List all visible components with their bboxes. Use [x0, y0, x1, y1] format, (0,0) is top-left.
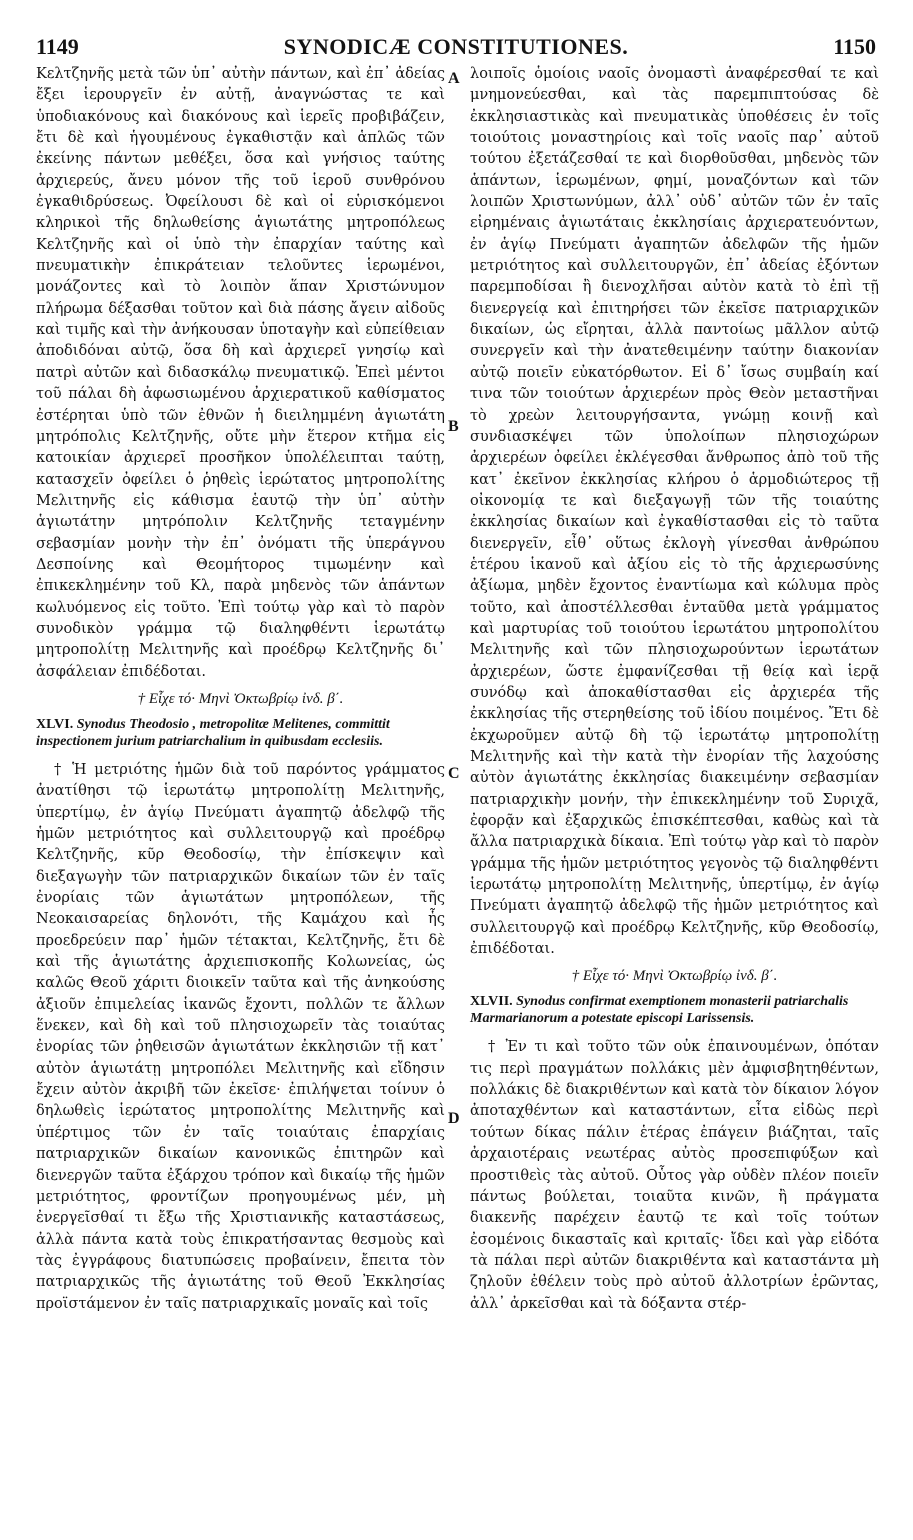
- right-column: [470, 64, 879, 1315]
- section-number: XLVII.: [470, 994, 513, 1010]
- section-number: XLVI.: [36, 716, 74, 732]
- running-title: SYNODICÆ CONSTITUTIONES.: [283, 34, 629, 59]
- margin-letter-c: C: [448, 765, 460, 782]
- right-text-block-2: † Ἐν τι καὶ τοῦτο τῶν οὐκ ἐπαινουμένων, ὁπόταν τις περὶ πραγμάτων πολλάκις μὲν ἀμφισβητηθέντων, πολλάκις δὲ διακριθέντων καὶ κατὰ τὸν δίκαιον λόγον ἀποταχθέντων καὶ καταστάντων, εἶτα εἰδὼς περὶ τούτων δίκας πάλιν ἑτέρας ἐπάγειν βιάζηται, ταῖς ἀρχαιοτέραις νεωτέρας αὐτὸς προσεπιφύξων καὶ προστιθεὶς τὰς αὐτοῦ. Οὗτος γὰρ οὐδὲν πλέον ποιεῖν πάντως βούλεται, τοιαῦτα κινῶν, ἢ πράγματα διακενῆς παρέχειν ἑαυτῷ τε καὶ τοῖς τούτων ἐσομένοις δικασταῖς καὶ κριταῖς· ἴδει καὶ γὰρ εἰδότα τὰ πάλαι περὶ αὐτῶν διακριθέντα καὶ καταστάντα μὴ ζηλοῦν ἐθέλειν τοὺς πρὸ αὐτοῦ ἀλλοτρίων ἐρῶντας, ἀλλ᾽ ἀρκεῖσθαι καὶ τὰ δόξαντα στέρ-: [470, 1039, 879, 1312]
- left-signature-line: † Εἶχε τό· Μηνὶ Ὀκτωβρίῳ ἰνδ. β΄.: [137, 690, 344, 707]
- margin-letter-a: A: [448, 70, 460, 87]
- section-heading-xlvii: [470, 993, 879, 1027]
- page-number-left: 1149: [36, 34, 79, 59]
- section-summary: Synodus confirmat exemptionem monasterii patriarchalis Marmarianorum a potestate episcopi Larissensis.: [470, 994, 849, 1027]
- margin-letter-d: D: [448, 1110, 460, 1127]
- page-header: [36, 34, 876, 64]
- left-text-block-2: † Ἡ μετριότης ἡμῶν διὰ τοῦ παρόντος γράμματος ἀνατίθησι τῷ ἱερωτάτῳ μητροπολίτῃ Μελιτηνῆς, ὑπερτίμῳ, ἐν ἁγίῳ Πνεύματι ἀγαπητῷ ἀδελφῷ τῆς ἡμῶν μετριότητος καὶ συλλειτουργῷ καὶ προέδρῳ Κελτζηνῆς, κῦρ Θεοδοσίῳ, τὴν ἐπίσκεψιν καὶ διεξαγωγὴν τῶν πατριαρχικῶν δικαίων τῶν ἐν ταῖς ἐνορίαις τῶν ἁγιωτάτων μητροπόλεων, τῆς Νεοκαισαρείας δηλονότι, τῆς Καμάχου καὶ ἧς προεδρεύειν παρ᾽ ἡμῶν τέτακται, Κελτζηνῆς, ἔτι δὲ καὶ τῆς ἁγιωτάτης ἀρχιεπισκοπῆς Κολωνείας, ὡς καλῶς Θεοῦ χάριτι διοικεῖν ταῦτα καὶ τῆς ἀνηκούσης ἀξιοῦν ἐπιμελείας ἱκανῶς ἔχοντι, πολλῶν τε ἄλλων ἕνεκεν, καὶ δὴ καὶ τοῦ πλησιοχωρεῖν τὰς τοιαύτας ἐνορίας τῶν ῥηθεισῶν ἁγιωτάτων ἐκκλησιῶν τῇ κατ᾽ αὐτὸν ἁγιωτάτῃ μητροπόλει Μελιτηνῆς καὶ εἴδησιν ἔχειν αὐτὸν ἀκριβῆ τῶν ἐκεῖσε· ἐπιλήψεται τοίνυν ὁ δηλωθεὶς ἱερώτατος μητροπολίτης Μελιτηνῆς καὶ ὑπέρτιμος τῶν ἐν ταῖς τοιαύταις ἐπαρχίαις πατριαρχικῶν δικαίων κανονικῶς ἐπιτηρῶν καὶ διενεργῶν ταῦτα ἐξάρχου τρόπον καὶ δικαίῳ τῆς ἡμῶν μετριότητος, φροντίζων προηγουμένως μέν, μὴ ἐνεργεῖσθαί τι ἔξω τῆς Χριστιανικῆς καταστάσεως, ἀλλὰ πάντα κατὰ τοὺς ἐπικρατήσαντας θεσμοὺς καὶ τὰς ἐγγράφους διατυπώσεις προβαίνειν, ἔπειτα τὸν πατριαρχικῶς τῆς ἁγιωτάτης τοῦ Θεοῦ Ἐκκλησίας προϊστάμενον ἐν ταῖς πατριαρχικαῖς μοναῖς καὶ τοῖς: [36, 761, 445, 1312]
- right-text-block-1: λοιποῖς ὁμοίοις ναοῖς ὀνομαστὶ ἀναφέρεσθαί τε καὶ μνημονεύεσθαι, καὶ τὰς παρεμπιπτούσας δὲ ἐκκλησιαστικὰς καὶ πνευματικὰς ὑποθέσεις ἐν τοῖς τοιούτοις μοναστηρίοις καὶ τοῖς ναοῖς παρ᾽ αὐτοῦ τούτου ἐξετάζεσθαί τε καὶ διορθοῦσθαι, μηδενὸς τῶν ἁπάντων, ἱερωμένων, φημί, μοναζόντων καὶ τῶν λοιπῶν Χριστωνύμων, ἀλλ᾽ οὐδ᾽ αὐτῶν τῶν ἐν ταῖς εἰρημέναις ἁγιωτάταις ἐκκλησίαις ἀρχιερατευόντων, ἐν ἁγίῳ Πνεύματι ἀγαπητῶν ἀδελφῶν τῆς ἡμῶν μετριότητος καὶ συλλειτουργῶν, ἐπ᾽ ἀδείας ἐξόντων παρεμποδίσαι ἢ διενοχλῆσαι αὐτὸν κατὰ τὸ ἐπὶ τῇ διενεργείᾳ καὶ ἐπιτηρήσει τῶν ἐκεῖσε πατριαρχικῶν δικαίων, ὡς εἴρηται, ἀλλὰ παντοίως μᾶλλον αὐτῷ συνεργεῖν καὶ τὴν ἀνατεθειμένην ταύτην διακονίαν αὐτῷ ποιεῖν εὐκατόρθωτον. Εἰ δ᾽ ἴσως συμβαίη καί τινα τῶν τοιούτων ἀρχιερέων πρὸς Θεὸν μεταστῆναι τὸ χρεὼν λειτουργήσαντα, γνώμῃ κοινῇ καὶ συνδιασκέψει τῶν ὑπολοίπων πλησιοχώρων ἀρχιερέων ὀφείλει ἐκλέγεσθαι ἄνθρωπος ἀπὸ τοῦ τῆς κατ᾽ ἐκεῖνον ἐκκλησίας κλήρου ὁ ἁρμοδιώτερος τῇ οἰκονομίᾳ τε καὶ διεξαγωγῇ τῶν τῆς τοιαύτης ἐκκλησίας δικαίων καὶ ἐγκαθίστασθαι εἰς τὸ ταῦτα διενεργεῖν, εἶθ᾽ οὕτως ἐκλογὴ γίνεσθαι ἀνθρώπου ἑτέρου ἱκανοῦ καὶ ἀξίου εἰς τὸ τῆς ἀρχιερωσύνης ἀξίωμα, μηδὲν ἔχοντος ἐναντίωμα καὶ κώλυμα πρὸς τοῦτο, καὶ ἀποστέλλεσθαι ἐνταῦθα μετὰ γράμματος καὶ μαρτυρίας τοῦ τοιούτου ἱερωτάτου μητροπολίτου Μελιτηνῆς καὶ τῶν πλησιοχωρούντων ἱερωτάτων ἀρχιερέων, ὥστε ἐμφανίζεσθαι τῇ θείᾳ καὶ ἱερᾷ συνόδῳ καὶ ἀποκαθίστασθαι εἰς ἀρχιερέα τῆς ἐκκλησίας τῆς στερηθείσης τοῦ ἰδίου ποιμένος. Ἔτι δὲ ἐκχωροῦμεν αὐτῷ δὴ τῷ ἱερωτάτῳ μητροπολίτῃ Μελιτηνῆς καὶ τὴν κατὰ τὴν ἐνορίαν τῆς λαχούσης αὐτὸν ἁγιωτάτης ἐκκλησίας διακειμένην σεβασμίαν πατριαρχικὴν μονήν, τὴν ἐπικεκλημένην τοῦ Συριχᾶ, ἐφορᾷν καὶ ἐξαρχικῶς ἐπισκέπτεσθαι, καθὼς καὶ τὰ ἄλλα πατριαρχικὰ δίκαια. Ἐπὶ τούτῳ γὰρ καὶ τὸ παρὸν γράμμα τῆς ἡμῶν μετριότητος γεγονὸς τῷ διαληφθέντι ἱερωτάτῳ μητροπολίτῃ Μελιτηνῆς, ὑπερτίμῳ, ἐν ἁγίῳ Πνεύματι ἀγαπητῷ ἀδελφῷ τῆς ἡμῶν μετριότητος καὶ συλλειτουργῷ καὶ προέδρῳ Κελτζηνῆς, κῦρ Θεοδοσίῳ, ἐπιδέδοται.: [470, 66, 879, 958]
- section-heading-xlvi: [36, 716, 445, 750]
- left-column: [36, 64, 445, 1315]
- left-text-block-1: Κελτζηνῆς μετὰ τῶν ὑπ᾽ αὐτὴν πάντων, καὶ ἐπ᾽ ἀδείας ἔξει ἱερουργεῖν ἐν αὐτῇ, ἀναγνώστας τε καὶ ὑποδιακόνους καὶ διακόνους καὶ ἱερεῖς προβιβάζειν, ἔτι δὲ καὶ ἡγουμένους ἐγκαθιστᾷν καὶ ἁπλῶς τῶν ἐκείνης πάντων μεθέξει, ὅσα καὶ γνήσιος ταύτης ἀρχιερεύς, ἄνευ μόνον τῆς τοῦ ἱεροῦ συνθρόνου ἐγκαθιδρύσεως. Ὀφείλουσι δὲ καὶ οἱ εὑρισκόμενοι κληρικοὶ τῆς δηλωθείσης ἁγιωτάτης μητροπόλεως Κελτζηνῆς καὶ οἱ ὑπὸ τὴν ἐπαρχίαν ταύτης καὶ πνευματικὴν ἐπικράτειαν τελοῦντες ἱερωμένοι, μονάζοντες καὶ τὸ λοιπὸν ἅπαν Χριστώνυμον πλήρωμα δέξασθαι τοῦτον καὶ διὰ πάσης ἄγειν αἰδοῦς καὶ τιμῆς καὶ τὴν ἀνήκουσαν ὑποταγὴν καὶ εὐπείθειαν ἀποδιδόναι αὐτῷ, ὅσα δὴ καὶ ἀρχιερεῖ γνησίῳ καὶ πατρὶ αὐτῶν καὶ διδασκάλῳ πνευματικῷ. Ἐπεὶ μέντοι τοῦ πάλαι δὴ ἀφωσιωμένου ἀρχιερατικοῦ καθίσματος ἐστέρηται ὑπὸ τῶν ἐθνῶν ἡ διειλημμένη ἁγιωτάτη μητρόπολις Κελτζηνῆς, οὔτε μὴν ἕτερον κτῆμα εἰς κατοικίαν ἀρχιερεῖ προσῆκον ὑπολέλειπται ταύτῃ, κατασχεῖν ὀφείλει ὁ ῥηθεὶς ἱερώτατος μητροπολίτης Μελιτηνῆς εἰς κάθισμα ἑαυτῷ τὴν ὑπ᾽ αὐτὴν ἁγιωτάτην μητρόπολιν Κελτζηνῆς τεταγμένην σεβασμίαν μονὴν τὴν ἐπ᾽ ὀνόματι τῆς ὑπεράγνου Δεσποίνης καὶ Θεομήτορος τιμωμένην καὶ ἐπικεκλημένην τοῦ Κλ, παρὰ μηδενὸς τῶν ἁπάντων κωλυόμενος εἰς τοῦτο. Ἐπὶ τούτῳ γὰρ καὶ τὸ παρὸν συνοδικὸν γράμμα τῷ διαληφθέντι ἱερωτάτῳ μητροπολίτῃ Μελιτηνῆς καὶ προέδρῳ Κελτζηνῆς δι᾽ ἀσφάλειαν ἐπιδέδοται.: [36, 66, 445, 680]
- page-number-right: 1150: [833, 34, 876, 59]
- right-signature-line: † Εἶχε τό· Μηνὶ Ὀκτωβρίῳ ἰνδ. β΄.: [571, 968, 778, 985]
- section-summary: Synodus Theodosio , metropolitæ Melitenes, committit inspectionem jurium patriarchalium in quibusdam ecclesiis.: [36, 716, 390, 749]
- margin-letter-b: B: [448, 418, 459, 435]
